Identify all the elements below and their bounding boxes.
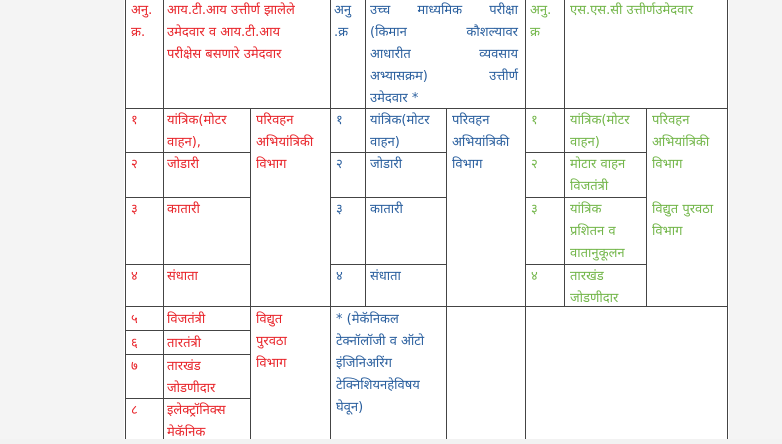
- table-border: [330, 264, 446, 265]
- ssc-department-power-line: विभाग: [652, 224, 683, 239]
- col1-title-header-line: परीक्षेस बसणारे उमेदवार: [167, 47, 282, 62]
- iti-row-number: ६: [131, 336, 138, 351]
- ssc-row-number: १: [531, 113, 538, 128]
- iti-row-number: ४: [131, 269, 138, 284]
- hsc-row-trade-line: यांत्रिक(मोटर: [370, 113, 430, 128]
- table-border: [125, 264, 250, 265]
- ssc-row-trade-line: विजतंत्री: [570, 179, 609, 194]
- table-border: [250, 108, 251, 439]
- col1-title-header-line: उमेदवार व आय.टी.आय: [167, 25, 281, 40]
- iti-row-trade-line: संधाता: [167, 269, 198, 284]
- iti-row-trade-line: यांत्रिक(मोटर: [167, 113, 227, 128]
- ssc-row-number: २: [531, 157, 538, 172]
- iti-row-number: ८: [131, 403, 138, 418]
- hsc-row-number: २: [336, 157, 343, 172]
- table-border: [125, 197, 250, 198]
- col2-title-header-line: आधारीत व्यवसाय: [370, 47, 518, 62]
- iti-row-trade-line: तारतंत्री: [167, 336, 202, 351]
- iti-row-number: ३: [131, 202, 138, 217]
- hsc-department-transport-line: विभाग: [452, 157, 483, 172]
- col2-number-header: अनु .क्र: [334, 3, 352, 40]
- col2-title-header-line: अभ्यासक्रम) उत्तीर्ण: [370, 69, 518, 84]
- hsc-footnote-line: टेक्नॉलॉजी व ऑटो: [336, 334, 425, 349]
- ssc-row-number: ४: [531, 269, 538, 284]
- col2-title-header-line: उच्च माध्यमिक परीक्षा: [370, 3, 518, 18]
- iti-row-trade-line: मेकॅनिक: [167, 425, 206, 440]
- ssc-row-trade-line: प्रशितन व: [570, 224, 616, 239]
- hsc-department-transport-line: अभियांत्रिकी: [452, 135, 510, 150]
- ssc-row-trade-line: जोडणीदार: [570, 291, 619, 306]
- iti-row-trade-line: इलेक्ट्रॉनिक्स: [167, 403, 226, 418]
- hsc-row-trade-line: वाहन): [370, 135, 400, 150]
- table-border: [525, 152, 564, 153]
- table-border: [330, 0, 331, 439]
- iti-department-transport-line: विभाग: [256, 157, 287, 172]
- ssc-row-trade-line: यांत्रिक(मोटर: [570, 113, 630, 128]
- ssc-department-power-line: विद्युत पुरवठा: [652, 202, 714, 217]
- iti-row-number: २: [131, 157, 138, 172]
- col3-title-header: एस.एस.सी उत्तीर्णउमेदवार: [570, 3, 694, 18]
- hsc-footnote-line: घेवून): [336, 400, 364, 415]
- table-border: [330, 197, 446, 198]
- table-border: [446, 108, 447, 439]
- iti-row-trade-line: विजतंत्री: [167, 312, 206, 327]
- iti-row-trade-line: जोडणीदार: [167, 381, 216, 396]
- table-border: [163, 0, 164, 439]
- table-border: [727, 0, 728, 439]
- ssc-row-trade-line: वातानुकूलन: [570, 246, 625, 261]
- table-border: [125, 0, 126, 439]
- iti-row-trade-line: जोडारी: [167, 157, 200, 172]
- hsc-department-transport-line: परिवहन: [452, 113, 490, 128]
- ssc-row-trade-line: यांत्रिक: [570, 202, 602, 217]
- table-border: [365, 0, 366, 306]
- hsc-footnote-line: टेक्निशियनहेविषय: [336, 378, 420, 393]
- table-border: [125, 306, 727, 307]
- hsc-row-trade-line: संधाता: [370, 269, 401, 284]
- iti-row-number: ५: [131, 312, 138, 327]
- hsc-row-trade-line: कातारी: [370, 202, 403, 217]
- col3-number-header: अनु. क्र: [530, 3, 552, 40]
- iti-department-transport-line: अभियांत्रिकी: [256, 135, 314, 150]
- col1-number-header: अनु. क्र.: [131, 3, 153, 40]
- ssc-department-transport-line: परिवहन: [652, 113, 690, 128]
- iti-row-number: ७: [131, 359, 138, 374]
- ssc-row-trade-line: तारखंड: [570, 269, 604, 284]
- iti-department-power-line: विद्युत: [256, 312, 283, 327]
- iti-department-power-line: विभाग: [256, 356, 287, 371]
- ssc-row-number: ३: [531, 202, 538, 217]
- iti-row-number: १: [131, 113, 138, 128]
- ssc-department-transport-line: अभियांत्रिकी: [652, 135, 710, 150]
- hsc-row-number: ३: [336, 202, 343, 217]
- iti-row-trade-line: वाहन),: [167, 135, 201, 150]
- col2-title-header-line: उमेदवार *: [370, 91, 419, 106]
- iti-department-power-line: पुरवठा: [256, 334, 287, 349]
- hsc-row-trade-line: जोडारी: [370, 157, 403, 172]
- table-border: [646, 108, 647, 306]
- hsc-row-number: १: [336, 113, 343, 128]
- col1-title-header-line: आय.टी.आय उत्तीर्ण झालेले: [167, 3, 295, 18]
- ssc-department-transport-line: विभाग: [652, 157, 683, 172]
- iti-row-trade-line: तारखंड: [167, 359, 201, 374]
- hsc-footnote-line: इंजिनिअरिंग: [336, 356, 392, 371]
- iti-department-transport-line: परिवहन: [256, 113, 294, 128]
- hsc-footnote-line: * (मेकॅनिकल: [336, 312, 399, 327]
- table-border: [525, 0, 526, 439]
- iti-row-trade-line: कातारी: [167, 202, 200, 217]
- ssc-row-trade-line: मोटार वाहन: [570, 157, 626, 172]
- hsc-row-number: ४: [336, 269, 343, 284]
- col2-title-header-line: (किमान कौशल्यावर: [370, 25, 518, 40]
- ssc-row-trade-line: वाहन): [570, 135, 600, 150]
- table-border: [564, 0, 565, 306]
